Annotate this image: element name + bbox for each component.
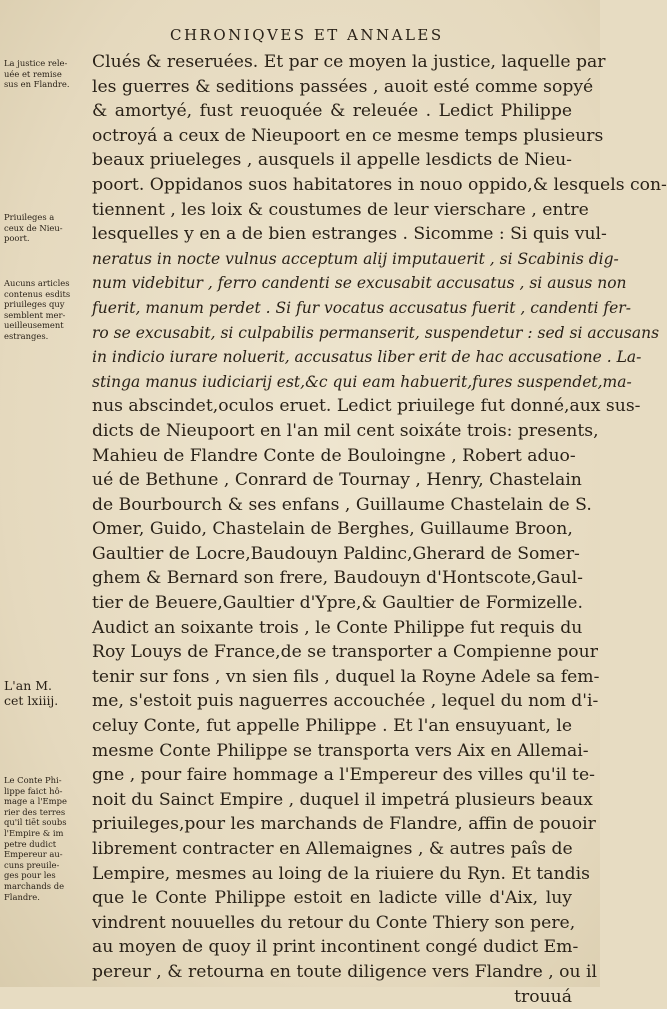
margin-note-line: ges pour les [4, 870, 56, 881]
text-line: nus abscindet,oculos eruet. Ledict priuilege fut donné,aux sus- [92, 396, 641, 417]
text-line: librement contracter en Allemaignes , & autres paîs de [92, 839, 573, 859]
margin-note-line: lippe faict hô- [4, 785, 63, 796]
margin-note-line: Aucuns articles [4, 278, 70, 288]
text-line: ué de Bethune , Conrard de Tournay , Henry, Chastelain [92, 470, 582, 491]
margin-note-line: semblent mer- [4, 309, 66, 320]
text-line: de Bourbourch & ses enfans , Guillaume Chastelain de S. [92, 494, 592, 515]
margin-note-line: estranges. [4, 330, 49, 341]
text-line: fuerit, manum perdet . Si fur vocatus accusatus fuerit , candenti fer- [92, 298, 631, 317]
margin-note-line: Empereur au- [4, 849, 63, 860]
text-line: beaux priueleges , ausquels il appelle lesdicts de Nieu- [92, 150, 572, 171]
text-line: vindrent nouuelles du retour du Conte Thiery son pere, [92, 912, 576, 933]
text-line: dicts de Nieupoort en l'an mil cent soixáte trois: presents, [92, 420, 599, 441]
margin-note-line: cet lxiiij. [4, 693, 59, 708]
margin-note-line: mage a l'Empe [4, 796, 67, 807]
margin-note [4, 678, 92, 708]
margin-note-line: cuns preuile- [4, 859, 60, 870]
margin-note-line: qu'il tiēt soubs [4, 817, 67, 828]
text-line: lesquelles y en a de bien estranges . Sicomme : Si quis vul- [92, 224, 607, 245]
margin-note-line: poort. [4, 233, 30, 244]
body-text [92, 50, 667, 1009]
margin-note-line: petre dudict [4, 838, 57, 849]
text-line: Lempire, mesmes au loing de la riuiere du Ryn. Et tandis [92, 863, 590, 884]
margin-note-line: sus en Flandre. [4, 79, 70, 90]
text-line: ro se excusabit, si culpabilis permanserit, suspendetur : sed si accusans [92, 323, 660, 342]
margin-note-line: l'Empire & im [4, 827, 64, 838]
text-line: poort. Oppidanos suos habitatores in nouo oppido,& lesquels con- [92, 174, 667, 195]
text-line: Gaultier de Locre,Baudouyn Paldinc,Gherard de Somer- [92, 543, 580, 564]
margin-note-line: priuileges quy [4, 299, 65, 310]
margin-note-line: Le Conte Phi- [4, 775, 62, 785]
margin-note-line: ceux de Nieu- [4, 222, 63, 233]
text-line: tenir sur fons , vn sien fils , duquel la Royne Adele sa fem- [92, 666, 600, 687]
text-line: mesme Conte Philippe se transporta vers Aix en Allemai- [92, 740, 589, 761]
text-line: priuileges,pour les marchands de Flandre, affin de pouoir [92, 814, 596, 835]
text-line: & amortyé, fust reuoquée & releuée . Ledict Philippe [92, 101, 572, 122]
text-line: in indicio iurare noluerit, accusatus liber erit de hac accusatione . La- [92, 348, 642, 367]
margin-note-line: L'an M. [4, 678, 52, 693]
text-line: les guerres & seditions passées , auoit esté comme sopyé [92, 76, 594, 97]
text-line: Mahieu de Flandre Conte de Bouloingne , Robert aduo- [92, 445, 576, 466]
text-line: Clués & reseruées. Et par ce moyen la justice, laquelle par [92, 52, 606, 72]
text-line: me, s'estoit puis naguerres accouchée , lequel du nom d'i- [92, 691, 599, 712]
text-line: stinga manus iudiciarij est,&c qui eam habuerit,fures suspendet,ma- [92, 372, 632, 391]
text-line: tier de Beuere,Gaultier d'Ypre,& Gaultier de Formizelle. [92, 593, 583, 614]
margin-note-line: uée et remise [4, 68, 62, 79]
text-line: pereur , & retourna en toute diligence vers Flandre , ou il [92, 961, 598, 982]
margin-note-line: rier des terres [4, 806, 66, 817]
text-line: ghem & Bernard son frere, Baudouyn d'Hontscote,Gaul- [92, 568, 583, 589]
text-line: gne , pour faire hommage a l'Empereur des villes qu'il te- [92, 765, 595, 786]
text-line: noit du Sainct Empire , duquel il impetrá plusieurs beaux [92, 789, 593, 810]
text-line: au moyen de quoy il print incontinent congé dudict Em- [92, 937, 579, 958]
margin-note-line: contenus esdits [4, 288, 71, 299]
running-head: CHRONIQVES ET ANNALES [170, 26, 444, 44]
text-line: octroyá a ceux de Nieupoort en ce mesme temps plusieurs [92, 125, 604, 146]
text-line: Omer, Guido, Chastelain de Berghes, Guillaume Broon, [92, 519, 573, 540]
margin-note-line: La justice rele- [4, 58, 68, 68]
text-line: trouuá [514, 986, 572, 1007]
text-line: tiennent , les loix & coustumes de leur vierschare , entre [92, 199, 589, 220]
text-line: celuy Conte, fut appelle Philippe . Et l'an ensuyuant, le [92, 716, 572, 737]
margin-note-line: Flandre. [4, 891, 40, 902]
margin-note [4, 212, 92, 244]
margin-note [4, 58, 92, 90]
text-line: que le Conte Philippe estoit en ladicte ville d'Aix, luy [92, 888, 572, 909]
margin-note-line: marchands de [4, 880, 65, 891]
text-line: num videbitur , ferro candenti se excusabit accusatus , si ausus non [92, 274, 627, 293]
text-line: neratus in nocte vulnus acceptum alij imputauerit , si Scabinis dig- [92, 249, 619, 268]
margin-note-line: Priuileges a [4, 212, 55, 222]
margin-note-line: ueilleusement [4, 320, 64, 331]
margin-note [4, 278, 92, 342]
text-line: Roy Louys de France,de se transporter a Compienne pour [92, 642, 598, 663]
text-line: Audict an soixante trois , le Conte Philippe fut requis du [92, 617, 583, 638]
margin-note [4, 775, 92, 902]
